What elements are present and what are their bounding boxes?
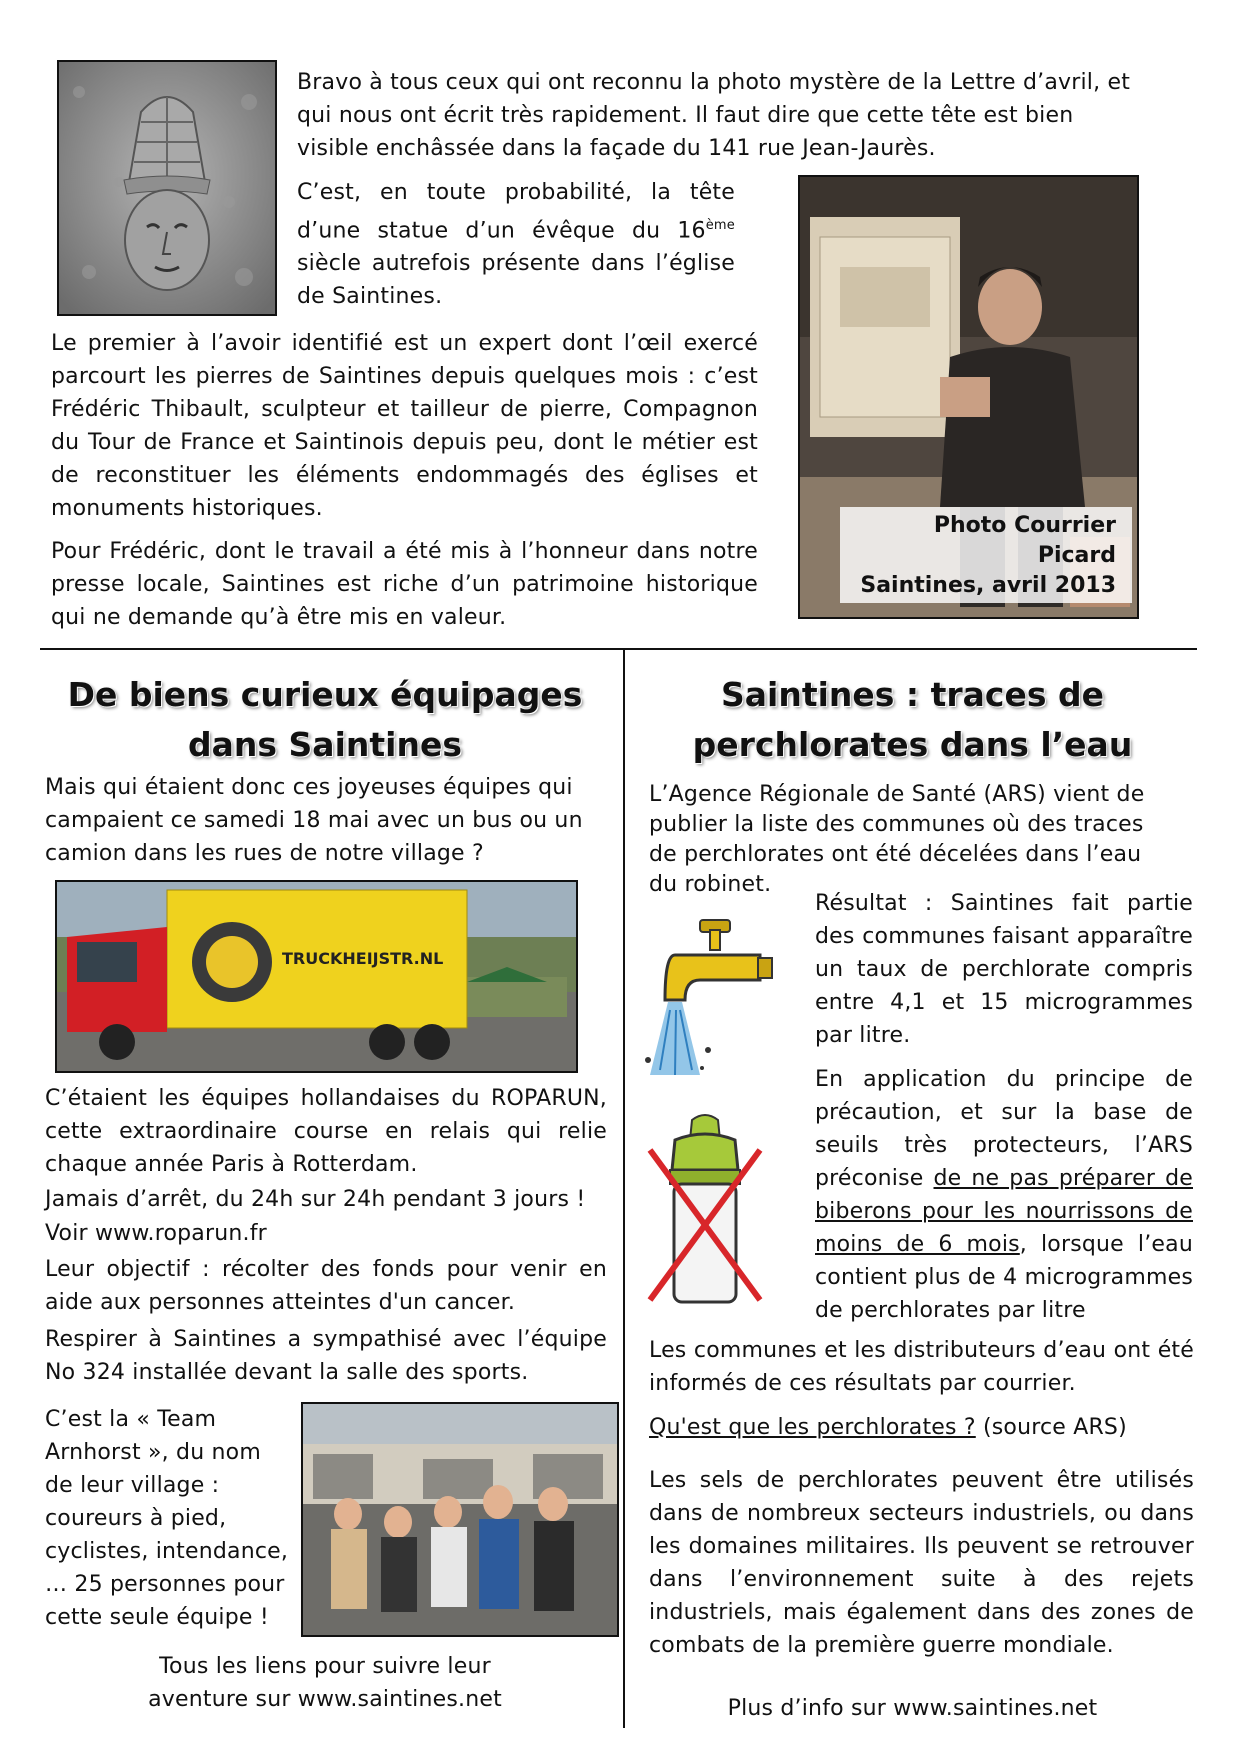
horizontal-divider	[40, 648, 1197, 650]
precaution-paragraph	[815, 1063, 1193, 1327]
intro-paragraph: Bravo à tous ceux qui ont reconnu la photo mystère de la Lettre d’avril, et qui nous ont écrit très rapidement. Il faut dire que cette tête est bien visible enchâssée dans la façade du 141 rue Jean-Jaurès.	[297, 70, 1131, 161]
crossed-baby-bottle-icon	[640, 1110, 770, 1310]
right-title-line-1: Saintines : traces de	[720, 675, 1104, 714]
caption-line-1: Photo Courrier Picard	[933, 513, 1116, 568]
truck-text: TRUCKHEIJSTR.NL	[282, 949, 444, 968]
roparun-paragraph: C’étaient les équipes hollandaises du ROPARUN, cette extraordinaire course en relais qui relie chaque année Paris à Rotterdam.	[45, 1086, 607, 1177]
question-line	[649, 1411, 1194, 1444]
heritage-paragraph: Pour Frédéric, dont le travail a été mis à l’honneur dans notre presse locale, Saintines est riche d’un patrimoine historique qui ne demande qu’à être mis en valeur.	[51, 539, 758, 630]
bishop-text-a: C’est, en toute probabilité, la tête d’une statue d’un évêque du 16	[297, 180, 735, 244]
photo-caption	[840, 507, 1132, 603]
team-photo	[301, 1402, 619, 1637]
right-article-title	[640, 670, 1185, 770]
bishop-head-photo	[57, 60, 277, 316]
team-paragraph: Respirer à Saintines a sympathisé avec l’équipe No 324 installée devant la salle des sports.	[45, 1327, 607, 1385]
sculptor-photo	[798, 175, 1139, 619]
precaution-text-a: En application du principe de précaution, et sur la base de seuils très protecteurs, l’ARS préconise	[815, 1067, 1193, 1191]
expert-paragraph: Le premier à l’avoir identifié est un expert dont l’œil exercé parcourt les pierres de Saintines depuis quelques mois : c’est Frédéric Thibault, sculpteur et tailleur de pierre, Compagnon du Tour de France et Saintinois depuis peu, dont le métier est de reconstituer les éléments endommagés des églises et monuments historiques.	[51, 331, 758, 521]
left-footer	[40, 1650, 610, 1716]
ars-paragraph: L’Agence Régionale de Santé (ARS) vient de publier la liste des communes où des traces de perchlorates ont été décelées dans l’eau du robinet.	[649, 782, 1145, 897]
bishop-text-b: siècle autrefois présente dans l’église de Saintines.	[297, 251, 735, 310]
truck-photo	[55, 880, 578, 1073]
question-underlined: Qu'est que les perchlorates ?	[649, 1415, 976, 1440]
precaution-text-b: , lorsque l’eau contient plus de 4 microgrammes de perchlorates par litre	[815, 1232, 1193, 1323]
left-title-line-2: dans Saintines	[188, 725, 462, 764]
nonstop-paragraph: Jamais d’arrêt, du 24h sur 24h pendant 3 jours !	[45, 1187, 586, 1212]
water-tap-icon	[640, 910, 780, 1090]
left-intro-paragraph: Mais qui étaient donc ces joyeuses équipes qui campaient ce samedi 18 mai avec un bus ou un camion dans les rues de notre village ?	[45, 775, 583, 866]
left-article-title	[40, 670, 610, 770]
bishop-paragraph	[297, 176, 735, 313]
vertical-divider	[623, 648, 625, 1728]
arnhorst-paragraph: C’est la « Team Arnhorst », du nom de leur village : coureurs à pied, cyclistes, intendance, … 25 personnes pour cette seule équipe !	[45, 1407, 289, 1630]
communes-paragraph: Les communes et les distributeurs d’eau ont été informés de ces résultats par courrier.	[649, 1338, 1194, 1396]
website-link[interactable]: Voir www.roparun.fr	[45, 1221, 267, 1246]
objective-paragraph: Leur objectif : récolter des fonds pour venir en aide aux personnes atteintes d'un cancer.	[45, 1257, 607, 1315]
left-footer-line-1: Tous les liens pour suivre leur	[159, 1654, 491, 1679]
perchlorate-paragraph: Les sels de perchlorates peuvent être utilisés dans de nombreux secteurs industriels, ou dans les domaines militaires. Ils peuvent se retrouver dans l’environnement suite à des rejets industriels, mais également dans des zones de combats de la première guerre mondiale.	[649, 1468, 1194, 1658]
right-title-line-2: perchlorates dans l’eau	[692, 725, 1133, 764]
left-footer-line-2[interactable]: aventure sur www.saintines.net	[148, 1687, 502, 1712]
result-paragraph: Résultat : Saintines fait partie des communes faisant apparaître un taux de perchlorate compris entre 4,1 et 15 microgrammes par litre.	[815, 891, 1193, 1048]
question-source: (source ARS)	[975, 1415, 1127, 1440]
left-title-line-1: De biens curieux équipages	[67, 675, 583, 714]
ordinal-superscript: ème	[705, 218, 735, 233]
precaution-underlined: de ne pas préparer de biberons pour les nourrissons de moins de 6 mois	[815, 1166, 1193, 1257]
right-footer[interactable]: Plus d’info sur www.saintines.net	[727, 1696, 1098, 1721]
caption-line-2: Saintines, avril 2013	[860, 573, 1116, 598]
